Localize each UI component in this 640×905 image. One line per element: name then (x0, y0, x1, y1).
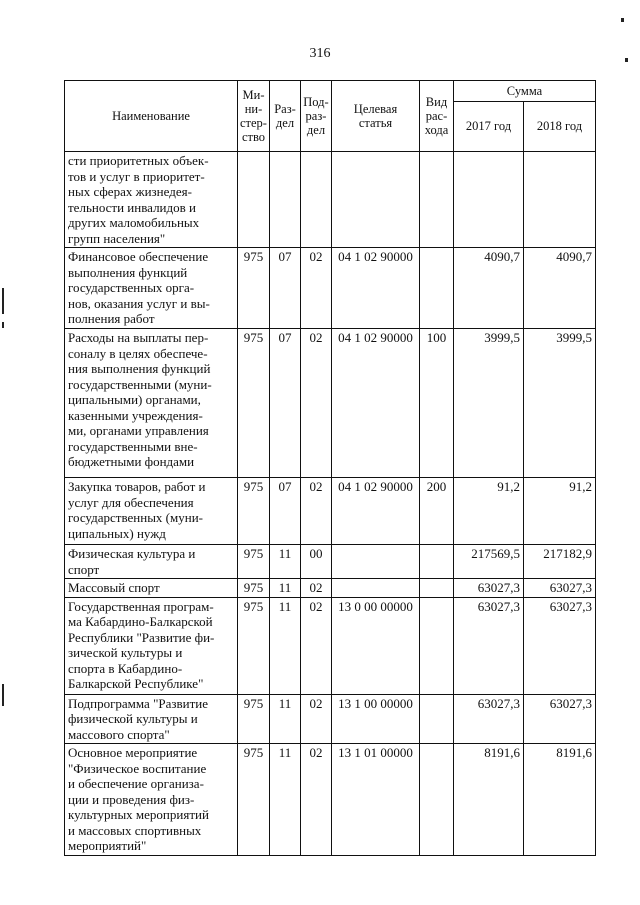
row-ministry: 975 (238, 545, 270, 579)
row-sum-2017: 4090,7 (454, 248, 524, 329)
scan-mark (625, 58, 628, 62)
row-expense-type (420, 597, 454, 694)
scan-mark (2, 684, 4, 706)
row-section: 11 (270, 545, 301, 579)
row-target: 04 1 02 90000 (332, 478, 420, 545)
row-section (270, 152, 301, 248)
row-expense-type (420, 248, 454, 329)
row-sum-2017: 63027,3 (454, 579, 524, 598)
row-name: Расходы на выплаты пер- соналу в целях обеспече- ния выполнения функций государственными (муни- ципальными) органами, казенными учреждения- ми, органами управления государственными вне- бюджетными фондами (65, 329, 238, 478)
row-sum-2017: 91,2 (454, 478, 524, 545)
row-subsection: 02 (301, 744, 332, 856)
row-sum-2017: 63027,3 (454, 694, 524, 744)
row-expense-type (420, 579, 454, 598)
header-year-2018: 2018 год (524, 101, 596, 151)
scan-mark (2, 288, 4, 314)
row-ministry: 975 (238, 694, 270, 744)
row-ministry: 975 (238, 248, 270, 329)
row-sum-2018: 4090,7 (524, 248, 596, 329)
scan-mark (2, 322, 4, 328)
row-name: Подпрограмма "Развитие физической культуры и массового спорта" (65, 694, 238, 744)
row-ministry: 975 (238, 329, 270, 478)
row-section: 11 (270, 579, 301, 598)
row-target: 04 1 02 90000 (332, 248, 420, 329)
row-subsection: 02 (301, 329, 332, 478)
row-sum-2018: 217182,9 (524, 545, 596, 579)
page-number: 316 (309, 46, 331, 61)
row-subsection: 02 (301, 597, 332, 694)
header-ministry: Ми- ни- стер- ство (238, 81, 270, 152)
scan-mark (621, 18, 624, 22)
row-name: Массовый спорт (65, 579, 238, 598)
budget-table (64, 80, 596, 856)
row-expense-type: 100 (420, 329, 454, 478)
row-section: 11 (270, 694, 301, 744)
header-subsection: Под- раз- дел (301, 81, 332, 152)
row-sum-2017: 3999,5 (454, 329, 524, 478)
row-subsection: 02 (301, 248, 332, 329)
row-sum-2018: 3999,5 (524, 329, 596, 478)
row-subsection: 02 (301, 579, 332, 598)
row-expense-type (420, 744, 454, 856)
header-target: Целевая статья (332, 81, 420, 152)
row-target: 04 1 02 90000 (332, 329, 420, 478)
header-expense-type: Вид рас- хода (420, 81, 454, 152)
row-name: сти приоритетных объек- тов и услуг в приоритет- ных сферах жизнедея- тельности инвалидов и других маломобильных групп населения" (65, 152, 238, 248)
table-row (65, 545, 596, 579)
row-section: 07 (270, 478, 301, 545)
row-target (332, 579, 420, 598)
header-year-2017: 2017 год (454, 101, 524, 151)
row-target: 13 1 00 00000 (332, 694, 420, 744)
row-name: Государственная програм- ма Кабардино-Балкарской Республики "Развитие фи- зической культуры и спорта в Кабардино- Балкарской Республике" (65, 597, 238, 694)
table-row (65, 478, 596, 545)
header-sum: Сумма (454, 81, 596, 102)
header-section: Раз- дел (270, 81, 301, 152)
row-section: 11 (270, 744, 301, 856)
row-sum-2018: 63027,3 (524, 579, 596, 598)
row-ministry (238, 152, 270, 248)
table-row (65, 329, 596, 478)
row-expense-type (420, 694, 454, 744)
row-ministry: 975 (238, 478, 270, 545)
row-sum-2018: 8191,6 (524, 744, 596, 856)
row-sum-2017: 8191,6 (454, 744, 524, 856)
row-subsection (301, 152, 332, 248)
row-section: 07 (270, 329, 301, 478)
row-name: Основное мероприятие "Физическое воспитание и обеспечение организа- ции и проведения физ- культурных мероприятий и массовых спортивных мероприятий" (65, 744, 238, 856)
row-target (332, 545, 420, 579)
table-row (65, 248, 596, 329)
row-expense-type: 200 (420, 478, 454, 545)
row-sum-2017: 217569,5 (454, 545, 524, 579)
row-subsection: 02 (301, 478, 332, 545)
header-name: Наименование (65, 81, 238, 152)
row-name: Закупка товаров, работ и услуг для обеспечения государственных (муни- ципальных) нужд (65, 478, 238, 545)
row-ministry: 975 (238, 597, 270, 694)
table-row (65, 744, 596, 856)
row-subsection: 00 (301, 545, 332, 579)
row-ministry: 975 (238, 744, 270, 856)
row-sum-2017 (454, 152, 524, 248)
row-name: Физическая культура и спорт (65, 545, 238, 579)
row-section: 07 (270, 248, 301, 329)
table-row (65, 597, 596, 694)
row-target: 13 0 00 00000 (332, 597, 420, 694)
row-sum-2017: 63027,3 (454, 597, 524, 694)
row-expense-type (420, 545, 454, 579)
row-target: 13 1 01 00000 (332, 744, 420, 856)
table-row (65, 579, 596, 598)
row-subsection: 02 (301, 694, 332, 744)
row-name: Финансовое обеспечение выполнения функций государственных орга- нов, оказания услуг и вы- полнения работ (65, 248, 238, 329)
table-row (65, 152, 596, 248)
row-section: 11 (270, 597, 301, 694)
row-target (332, 152, 420, 248)
table-row (65, 694, 596, 744)
row-sum-2018: 63027,3 (524, 694, 596, 744)
row-expense-type (420, 152, 454, 248)
row-sum-2018: 63027,3 (524, 597, 596, 694)
row-sum-2018 (524, 152, 596, 248)
row-sum-2018: 91,2 (524, 478, 596, 545)
row-ministry: 975 (238, 579, 270, 598)
